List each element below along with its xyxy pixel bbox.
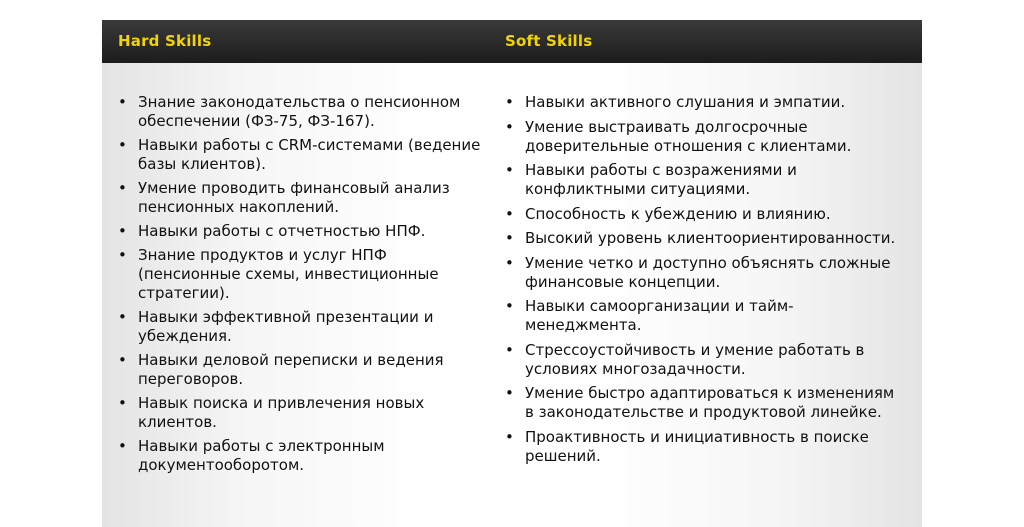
bullet-icon: • (118, 437, 127, 455)
table-header (102, 20, 922, 63)
list-item (118, 437, 488, 475)
list-item (118, 351, 488, 389)
skills-table (102, 20, 922, 527)
bullet-icon: • (505, 161, 514, 179)
soft-skills-list (505, 93, 905, 471)
bullet-icon: • (505, 93, 514, 111)
list-item (505, 93, 905, 112)
list-item (505, 161, 905, 199)
list-item-text: Умение проводить финансовый анализ пенсионных накоплений. (138, 179, 450, 216)
list-item (505, 428, 905, 466)
list-item-text: Навыки эффективной презентации и убеждения. (138, 308, 434, 345)
bullet-icon: • (118, 351, 127, 369)
bullet-icon: • (505, 204, 514, 223)
list-item-text: Стрессоустойчивость и умение работать в условиях многозадачности. (525, 340, 865, 378)
list-item-text: Навыки работы с отчетностью НПФ. (138, 222, 426, 240)
list-item-text: Умение быстро адаптироваться к изменениям в законодательстве и продуктовой линейке. (525, 384, 895, 421)
hard-skills-list (118, 93, 488, 480)
list-item-text: Проактивность и инициативность в поиске решений. (525, 427, 869, 465)
list-item-text: Навыки деловой переписки и ведения переговоров. (138, 351, 444, 388)
bullet-icon: • (505, 297, 514, 315)
list-item (505, 205, 905, 224)
list-item (505, 384, 905, 422)
list-item (505, 118, 905, 156)
list-item-text: Навыки работы с возражениями и конфликтными ситуациями. (525, 161, 797, 198)
list-item (505, 297, 905, 335)
list-item-text: Навыки активного слушания и эмпатии. (525, 93, 846, 111)
list-item (505, 229, 905, 248)
bullet-icon: • (505, 253, 514, 272)
list-item (118, 179, 488, 217)
bullet-icon: • (118, 308, 127, 326)
list-item (118, 308, 488, 346)
list-item-text: Высокий уровень клиентоориентированности. (525, 229, 896, 247)
bullet-icon: • (118, 136, 127, 154)
list-item (118, 394, 488, 432)
list-item-text: Способность к убеждению и влиянию. (525, 204, 831, 223)
bullet-icon: • (505, 229, 514, 247)
header-soft-skills: Soft Skills (505, 32, 593, 50)
bullet-icon: • (505, 384, 514, 402)
list-item-text: Навыки работы с CRM-системами (ведение базы клиентов). (138, 136, 481, 173)
bullet-icon: • (505, 340, 514, 359)
list-item-text: Умение четко и доступно объяснять сложные финансовые концепции. (525, 253, 891, 291)
list-item-text: Навыки самоорганизации и тайм-менеджмента. (525, 297, 794, 334)
bullet-icon: • (118, 246, 127, 264)
bullet-icon: • (118, 222, 127, 240)
bullet-icon: • (505, 117, 514, 136)
list-item (505, 341, 905, 379)
list-item (118, 136, 488, 174)
bullet-icon: • (118, 93, 127, 111)
bullet-icon: • (118, 394, 127, 412)
list-item-text: Навыки работы с электронным документооборотом. (138, 437, 385, 474)
header-hard-skills: Hard Skills (118, 32, 212, 50)
list-item (118, 93, 488, 131)
bullet-icon: • (505, 427, 514, 446)
list-item (118, 222, 488, 241)
list-item (505, 254, 905, 292)
bullet-icon: • (118, 179, 127, 197)
list-item-text: Знание законодательства о пенсионном обеспечении (ФЗ-75, ФЗ-167). (138, 93, 461, 130)
list-item (118, 246, 488, 303)
list-item-text: Знание продуктов и услуг НПФ (пенсионные схемы, инвестиционные стратегии). (138, 246, 439, 302)
list-item-text: Навык поиска и привлечения новых клиентов. (138, 394, 425, 431)
list-item-text: Умение выстраивать долгосрочные доверительные отношения с клиентами. (525, 117, 852, 155)
